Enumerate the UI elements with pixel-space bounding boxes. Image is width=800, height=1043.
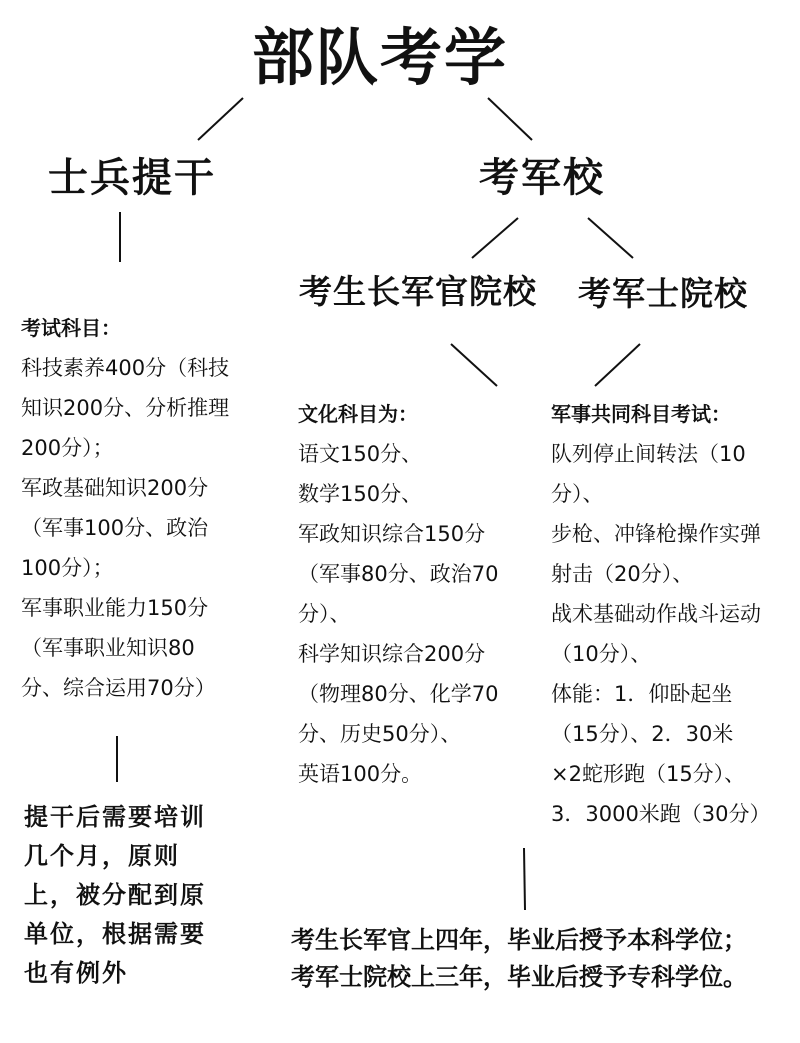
branch-soldier-promotion: 士兵提干 [48, 155, 216, 201]
connector-title-right [488, 98, 532, 140]
middle-subjects-line: 分）、 [298, 602, 351, 626]
right-subjects-line: 步枪、冲锋枪操作实弹 [551, 522, 761, 546]
middle-subjects-line: 数学150分、 [298, 482, 423, 506]
middle-subjects-block [298, 394, 498, 794]
connector-right-b [588, 218, 633, 258]
left-exam-line: 知识200分、分析推理 [21, 396, 230, 420]
middle-subjects-line: 语文150分、 [298, 442, 423, 466]
middle-subjects-line: （物理80分、化学70 [298, 682, 499, 706]
middle-subjects-line: 分、历史50分）、 [298, 722, 462, 746]
right-subjects-line: 射击（20分）、 [551, 562, 694, 586]
branch-military-academy: 考军校 [479, 155, 605, 201]
connector-title-left [198, 98, 243, 140]
sub-branch-officer-academy: 考生长军官院校 [299, 272, 537, 311]
left-exam-line: （军事100分、政治 [21, 516, 209, 540]
academy-duration-line-officer: 考生长军官上四年，毕业后授予本科学位； [291, 926, 747, 954]
left-exam-block [21, 308, 229, 708]
middle-subjects-heading: 文化科目为： [298, 402, 418, 426]
right-subjects-block [551, 394, 771, 834]
connector-b-right [595, 344, 640, 386]
academy-duration-note [291, 922, 747, 996]
left-exam-line: 科技素养400分（科技 [21, 356, 230, 380]
academy-duration-line-nco: 考军士院校上三年，毕业后授予专科学位。 [291, 963, 747, 991]
promotion-note-line: 几个月，原则 [24, 842, 180, 870]
right-subjects-line: 3．3000米跑（30分） [551, 802, 771, 826]
sub-branch-nco-academy: 考军士院校 [578, 274, 748, 313]
connector-bottom-note [524, 848, 525, 910]
middle-subjects-line: 科学知识综合200分 [298, 642, 486, 666]
left-exam-line: 分、综合运用70分） [21, 676, 216, 700]
middle-subjects-line: 军政知识综合150分 [298, 522, 486, 546]
right-subjects-line: （15分）、2．30米 [551, 722, 734, 746]
connector-right-a [472, 218, 518, 258]
left-exam-line: 200分）； [21, 436, 114, 460]
right-subjects-line: 体能：1．仰卧起坐 [551, 682, 733, 706]
promotion-note-line: 也有例外 [24, 959, 128, 987]
left-exam-line: 100分）； [21, 556, 114, 580]
promotion-note [24, 798, 206, 993]
page-title: 部队考学 [251, 21, 508, 94]
promotion-note-line: 单位，根据需要 [24, 920, 206, 948]
right-subjects-line: 分）、 [551, 482, 604, 506]
left-exam-line: 军政基础知识200分 [21, 476, 209, 500]
right-subjects-line: ×2蛇形跑（15分）、 [551, 762, 746, 786]
right-subjects-line: 战术基础动作战斗运动 [551, 602, 761, 626]
right-subjects-line: （10分）、 [551, 642, 652, 666]
left-exam-line: （军事职业知识80 [21, 636, 195, 660]
left-exam-heading: 考试科目： [21, 316, 121, 340]
right-subjects-line: 队列停止间转法（10 [551, 442, 746, 466]
promotion-note-line: 提干后需要培训 [24, 803, 206, 831]
right-subjects-heading: 军事共同科目考试： [551, 402, 731, 426]
middle-subjects-line: 英语100分。 [298, 762, 423, 786]
promotion-note-line: 上，被分配到原 [24, 881, 206, 909]
middle-subjects-line: （军事80分、政治70 [298, 562, 499, 586]
left-exam-line: 军事职业能力150分 [21, 596, 209, 620]
connector-a-middle [451, 344, 497, 386]
